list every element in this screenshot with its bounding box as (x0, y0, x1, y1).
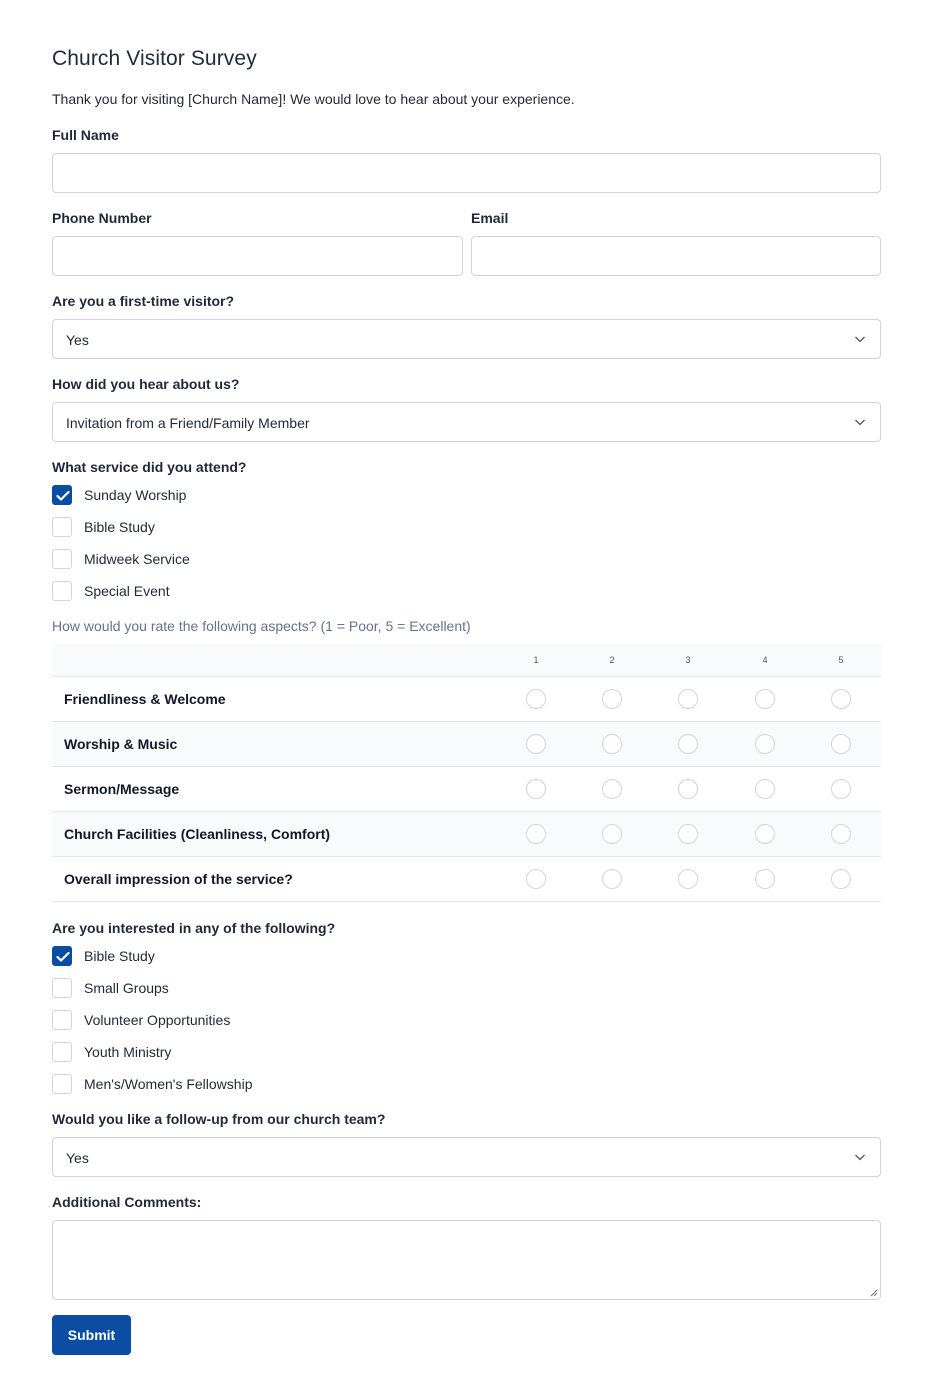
rating-radio-2[interactable] (602, 689, 622, 709)
rating-row (52, 767, 881, 812)
rating-aspect-label: Worship & Music (64, 736, 178, 752)
rating-radio-4[interactable] (755, 734, 775, 754)
rating-scale-2: 2 (609, 655, 615, 665)
checkbox[interactable] (52, 1042, 72, 1062)
rating-scale-1: 1 (533, 655, 539, 665)
rating-row (52, 812, 881, 857)
rating-radio-1[interactable] (526, 779, 546, 799)
rating-row (52, 722, 881, 767)
checkbox[interactable] (52, 946, 72, 966)
email-input[interactable] (471, 236, 881, 276)
email-label: Email (471, 210, 509, 226)
checkbox-label[interactable]: Sunday Worship (84, 487, 187, 503)
phone-input[interactable] (52, 236, 463, 276)
rating-radio-2[interactable] (602, 734, 622, 754)
rating-scale-3: 3 (685, 655, 691, 665)
rating-radio-3[interactable] (678, 869, 698, 889)
checkbox[interactable] (52, 517, 72, 537)
first-time-select[interactable] (52, 319, 881, 359)
checkbox[interactable] (52, 1074, 72, 1094)
checkbox[interactable] (52, 978, 72, 998)
checkbox-label[interactable]: Men's/Women's Fellowship (84, 1076, 253, 1092)
chevron-down-icon (854, 416, 866, 428)
intro-text: Thank you for visiting [Church Name]! We would love to hear about your experience. (52, 91, 575, 107)
rating-aspect-label: Friendliness & Welcome (64, 691, 226, 707)
rating-radio-3[interactable] (678, 734, 698, 754)
checkbox[interactable] (52, 549, 72, 569)
rating-radio-1[interactable] (526, 824, 546, 844)
checkmark-icon (56, 951, 70, 963)
rating-radio-5[interactable] (831, 779, 851, 799)
checkbox-label[interactable]: Bible Study (84, 519, 155, 535)
rating-row (52, 857, 881, 902)
rating-radio-3[interactable] (678, 779, 698, 799)
checkbox-label[interactable]: Volunteer Opportunities (84, 1012, 231, 1028)
checkbox[interactable] (52, 581, 72, 601)
followup-label: Would you like a follow-up from our church team? (52, 1111, 386, 1127)
checkmark-icon (56, 490, 70, 502)
rating-radio-1[interactable] (526, 689, 546, 709)
checkbox-label[interactable]: Midweek Service (84, 551, 190, 567)
rating-radio-3[interactable] (678, 689, 698, 709)
rating-scale-4: 4 (762, 655, 768, 665)
full-name-input[interactable] (52, 153, 881, 193)
submit-button[interactable]: Submit (52, 1315, 131, 1355)
rating-radio-2[interactable] (602, 779, 622, 799)
hear-about-label: How did you hear about us? (52, 376, 240, 392)
rating-radio-3[interactable] (678, 824, 698, 844)
comments-label: Additional Comments: (52, 1194, 202, 1210)
rating-radio-5[interactable] (831, 824, 851, 844)
followup-value: Yes (66, 1150, 89, 1166)
interests-label: Are you interested in any of the following? (52, 920, 336, 936)
first-time-label: Are you a first-time visitor? (52, 293, 235, 309)
rating-radio-4[interactable] (755, 779, 775, 799)
checkbox[interactable] (52, 1010, 72, 1030)
hear-about-select[interactable] (52, 402, 881, 442)
full-name-label: Full Name (52, 127, 119, 143)
rating-radio-2[interactable] (602, 824, 622, 844)
rating-radio-5[interactable] (831, 869, 851, 889)
service-label: What service did you attend? (52, 459, 247, 475)
followup-select[interactable] (52, 1137, 881, 1177)
phone-label: Phone Number (52, 210, 152, 226)
rating-radio-5[interactable] (831, 689, 851, 709)
checkbox-label[interactable]: Youth Ministry (84, 1044, 172, 1060)
first-time-value: Yes (66, 332, 89, 348)
rating-radio-5[interactable] (831, 734, 851, 754)
rating-radio-4[interactable] (755, 824, 775, 844)
chevron-down-icon (854, 1151, 866, 1163)
rating-header (52, 644, 881, 677)
checkbox[interactable] (52, 485, 72, 505)
checkbox-label[interactable]: Small Groups (84, 980, 169, 996)
rating-radio-4[interactable] (755, 869, 775, 889)
comments-textarea[interactable] (52, 1220, 881, 1300)
hear-about-value: Invitation from a Friend/Family Member (66, 415, 310, 431)
resize-grip-icon[interactable] (869, 1288, 878, 1297)
rating-radio-2[interactable] (602, 869, 622, 889)
rating-radio-4[interactable] (755, 689, 775, 709)
rating-row (52, 677, 881, 722)
rating-aspect-label: Overall impression of the service? (64, 871, 293, 887)
page-title: Church Visitor Survey (52, 47, 257, 70)
rating-aspect-label: Church Facilities (Cleanliness, Comfort) (64, 826, 331, 842)
rating-scale-5: 5 (838, 655, 844, 665)
rating-aspect-label: Sermon/Message (64, 781, 180, 797)
checkbox-label[interactable]: Special Event (84, 583, 170, 599)
checkbox-label[interactable]: Bible Study (84, 948, 155, 964)
rating-radio-1[interactable] (526, 869, 546, 889)
rating-radio-1[interactable] (526, 734, 546, 754)
rating-caption: How would you rate the following aspects? (1 = Poor, 5 = Excellent) (52, 618, 471, 634)
chevron-down-icon (854, 333, 866, 345)
